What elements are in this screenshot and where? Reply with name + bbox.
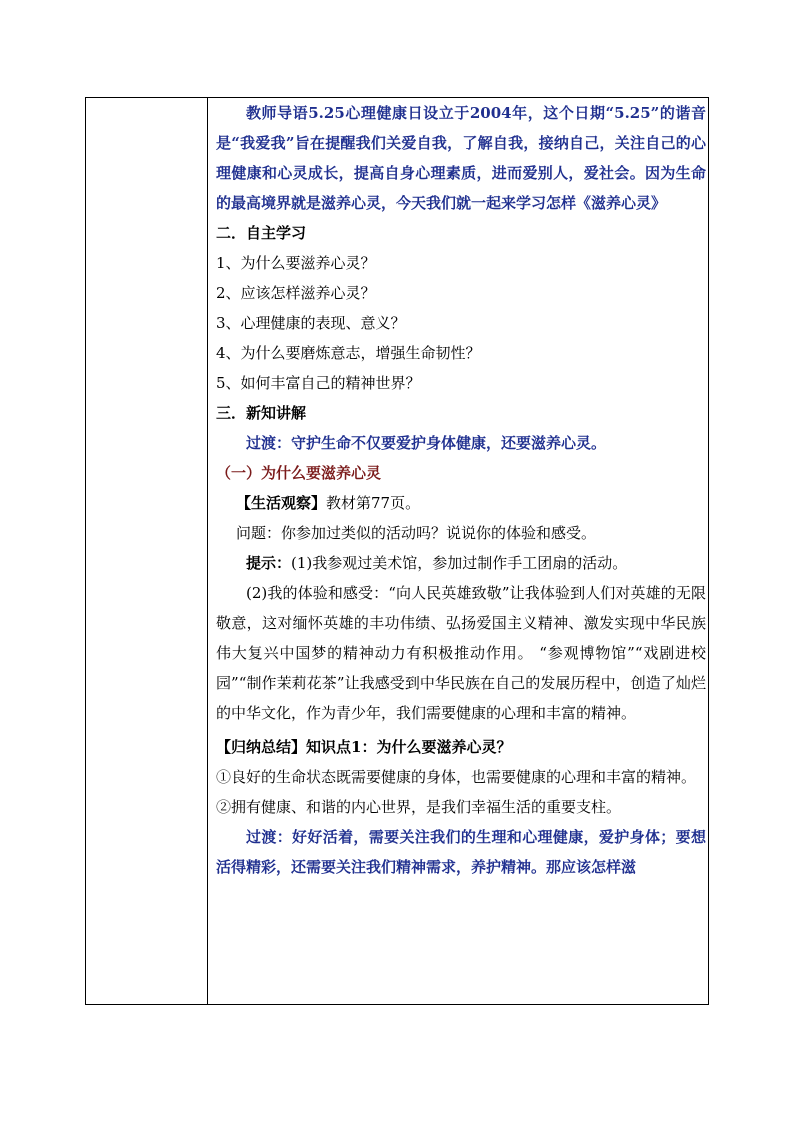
life-observation [216, 488, 706, 518]
column-divider [207, 98, 208, 1004]
hint-text: (1)我参观过美术馆，参加过制作手工团扇的活动。 [291, 554, 628, 572]
question-3: 3、心理健康的表现、意义？ [216, 314, 406, 332]
intro-text: 5.25心理健康日设立于2004年，这个日期“5.25”的谐音是“我爱我”旨在提醒我们关爱自我，了解自我，接纳自己，关注自己的心理健康和心灵成长，提高自身心理素质，进而爱别人，爱社会。因为生命的最高境界就是滋养心灵，今天我们就一起来学习怎样《滋养心灵》 [216, 104, 706, 212]
question-5: 5、如何丰富自己的精神世界？ [216, 374, 421, 392]
lesson-table [85, 97, 709, 1005]
new-knowledge-heading: 三．新知讲解 [216, 404, 307, 422]
transition-2: 过渡：好好活着，需要关注我们的生理和心理健康，爱护身体；要想活得精彩，还需要关注我们精神需求，养护精神。那应该怎样滋 [216, 828, 706, 876]
summary-point-1: ①良好的生命状态既需要健康的身体，也需要健康的心理和丰富的精神。 [216, 768, 697, 786]
question-1: 1、为什么要滋养心灵？ [216, 254, 376, 272]
observe-label: 【生活观察】 [236, 494, 327, 512]
teacher-intro [216, 98, 706, 218]
observation-question: 问题：你参加过类似的活动吗？说说你的体验和感受。 [236, 524, 597, 542]
transition-1: 过渡：守护生命不仅要爱护身体健康，还要滋养心灵。 [246, 434, 607, 452]
hint-1 [216, 548, 706, 578]
self-study-heading: 二．自主学习 [216, 224, 307, 242]
observe-text: 教材第77页。 [326, 494, 421, 512]
question-2: 2、应该怎样滋养心灵？ [216, 284, 376, 302]
summary-heading: 【归纳总结】知识点1：为什么要滋养心灵？ [216, 738, 512, 756]
intro-label: 教师导语 [246, 104, 309, 122]
summary-point-2: ②拥有健康、和谐的内心世界，是我们幸福生活的重要支柱。 [216, 798, 622, 816]
lesson-content-cell [216, 98, 706, 882]
hint-2: (2)我的体验和感受：“向人民英雄致敬”让我体验到人们对英雄的无限敬意，这对缅怀英雄的丰功伟绩、弘扬爱国主义精神、激发实现中华民族伟大复兴中国梦的精神动力有积极推动作用。 “参观博物馆”“戏剧进校园”“制作茉莉花茶”让我感受到中华民族在自己的发展历程中，创造了灿烂的中华文化，作为青少年，我们需要健康的心理和丰富的精神。 [216, 584, 706, 722]
section-1-title: （一）为什么要滋养心灵 [216, 464, 382, 482]
hint-label: 提示： [246, 554, 292, 572]
question-4: 4、为什么要磨炼意志，增强生命韧性？ [216, 344, 481, 362]
